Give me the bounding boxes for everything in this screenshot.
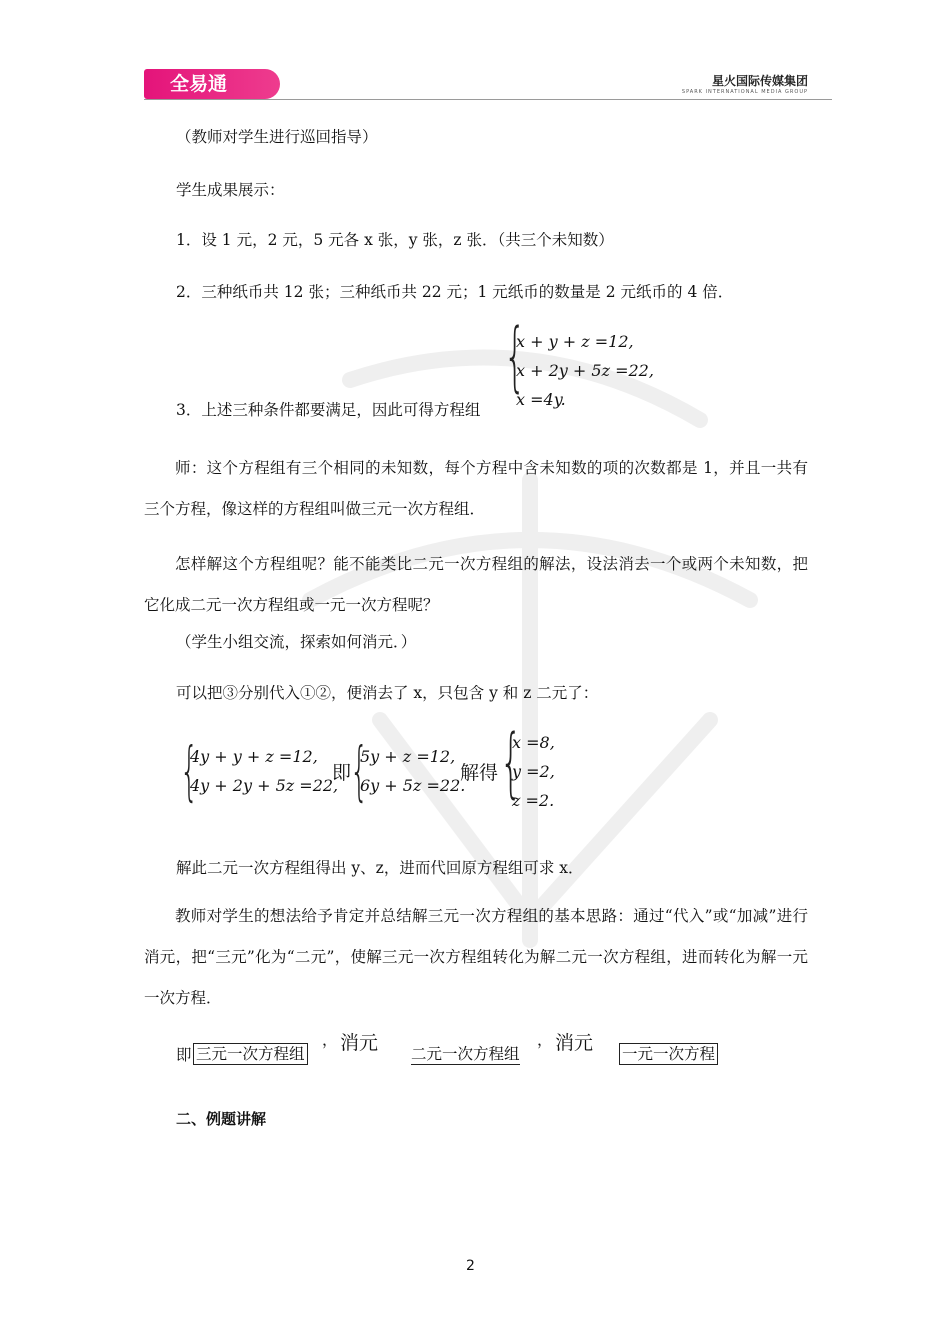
header-logo: 全易通 — [144, 69, 280, 99]
flow-box-one-variable: 一元一次方程 — [619, 1043, 718, 1065]
equation: 4y + y + z =12, — [190, 747, 318, 766]
brace-system-3: { — [350, 735, 369, 809]
brand-subtitle: SPARK INTERNATIONAL MEDIA GROUP — [681, 89, 808, 95]
text-line-7: 可以把③分别代入①②，便消去了 x，只包含 y 和 z 二元了： — [176, 684, 599, 702]
word-ji: 即 — [332, 762, 352, 784]
flow-step-eliminate-2: 消元 — [555, 1032, 594, 1054]
text-line-4: 2．三种纸币共 12 张；三种纸币共 22 元；1 元纸币的数量是 2 元纸币的 4 倍． — [176, 283, 734, 301]
header-divider — [144, 99, 832, 100]
equation: x =8, — [512, 733, 555, 752]
equation-system-2 — [190, 742, 338, 800]
text-line-6: （学生小组交流，探索如何消元．） — [176, 633, 417, 651]
flow-box-two-variable: 二元一次方程组 — [411, 1045, 520, 1063]
text-line-1: （教师对学生进行巡回指导） — [176, 128, 378, 146]
text-line-8: 解此二元一次方程组得出 y、z，进而代回原方程组可求 x． — [176, 859, 584, 877]
brace-system-4: { — [500, 717, 522, 806]
equation: z =2. — [512, 791, 555, 810]
paragraph-summary: 教师对学生的想法给予肯定并总结解三元一次方程组的基本思路：通过“代入”或“加减”进行消元，把“三元”化为“二元”，使解三元一次方程组转化为解二元一次方程组，进而转化为解一元一次方程． — [144, 907, 808, 1007]
brace-system-1: { — [504, 311, 526, 400]
equation: x + y + z =12, — [516, 332, 634, 351]
text-line-2: 学生成果展示： — [176, 181, 285, 199]
equation: x + 2y + 5z =22, — [516, 361, 654, 380]
brand-name — [682, 72, 808, 95]
word-jiede: 解得 — [460, 762, 499, 784]
equation: 6y + 5z =22. — [360, 776, 466, 795]
equation: x =4y. — [516, 390, 566, 409]
equation: 5y + z =12, — [360, 747, 456, 766]
flow-step-eliminate-1: 消元 — [340, 1032, 379, 1054]
brand-name-text: 星火国际传媒集团 — [711, 74, 808, 88]
text-line-3: 1．设 1 元，2 元，5 元各 x 张，y 张，z 张．（共三个未知数） — [176, 231, 614, 249]
text-line-5: 3．上述三种条件都要满足，因此可得方程组 — [176, 401, 481, 419]
flow-box-three-variable: 三元一次方程组 — [193, 1043, 308, 1065]
flow-prefix: 即 — [176, 1046, 192, 1064]
flow-comma-1: ， — [322, 1031, 338, 1049]
equation: 4y + 2y + 5z =22, — [190, 776, 339, 795]
equation-system-3 — [360, 742, 465, 800]
paragraph-definition: 师：这个方程组有三个相同的未知数，每个方程中含未知数的项的次数都是 1，并且一共有三个方程，像这样的方程组叫做三元一次方程组． — [144, 459, 808, 518]
equation-system-1 — [516, 327, 654, 414]
page-number: 2 — [466, 1258, 475, 1274]
flow-comma-2: ， — [537, 1031, 553, 1049]
section-heading: 二、例题讲解 — [176, 1110, 267, 1128]
equation-system-4 — [512, 728, 555, 815]
paragraph-question: 怎样解这个方程组呢？能不能类比二元一次方程组的解法，设法消去一个或两个未知数，把它化成二元一次方程组或一元一次方程呢？ — [144, 555, 808, 614]
brace-system-2: { — [180, 735, 199, 809]
equation: y =2, — [512, 762, 555, 781]
